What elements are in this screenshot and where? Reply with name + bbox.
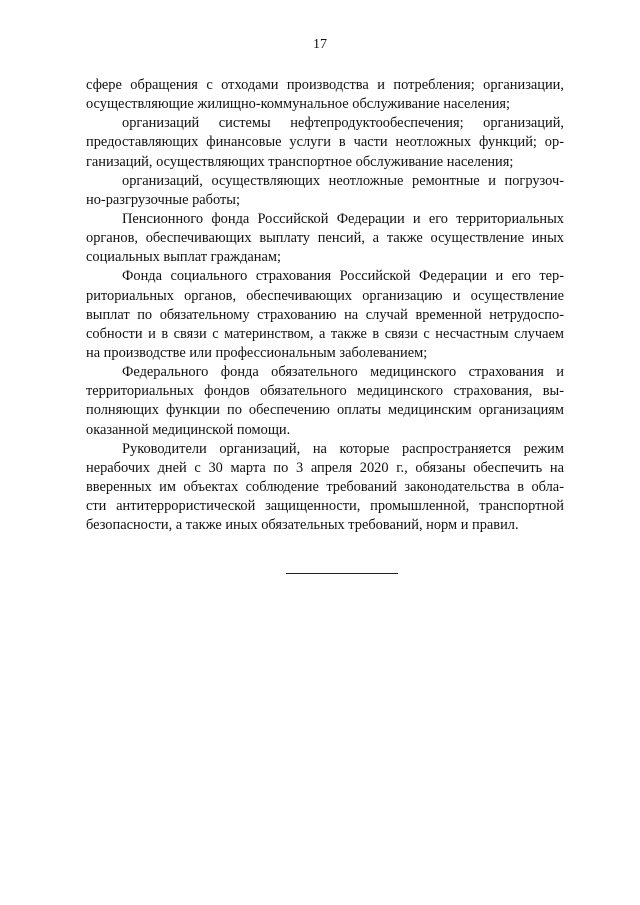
text-line: осуществляющие жилищно-коммунальное обслуживание населения; bbox=[86, 96, 511, 113]
text-line: организаций, осуществляющих неотложные ремонтные и погрузоч- bbox=[122, 172, 564, 189]
text-line: Федерального фонда обязательного медицинского страхования и bbox=[122, 364, 564, 381]
text-line: на производстве или профессиональным заболеванием; bbox=[86, 344, 428, 361]
text-line: риториальных органов, обеспечивающих организацию и осуществление bbox=[86, 287, 564, 304]
text-line: собности и в связи с материнством, а также в связи с несчастным случаем bbox=[86, 325, 564, 342]
text-line: выплат по обязательному страхованию на случай временной нетрудоспо- bbox=[86, 306, 564, 323]
text-line: Пенсионного фонда Российской Федерации и его территориальных bbox=[122, 210, 564, 227]
text-line: сфере обращения с отходами производства и потребления; организации, bbox=[86, 77, 564, 93]
end-separator-line bbox=[286, 573, 398, 574]
text-line: Фонда социального страхования Российской Федерации и его тер- bbox=[122, 268, 564, 285]
text-line: полняющих функции по обеспечению оплаты медицинским организациям bbox=[86, 402, 564, 419]
text-line: предоставляющих финансовые услуги в части неотложных функций; ор- bbox=[86, 134, 564, 151]
text-line: организаций системы нефтепродуктообеспечения; организаций, bbox=[122, 115, 564, 132]
text-line: территориальных фондов обязательного медицинского страхования, вы- bbox=[86, 383, 564, 400]
text-line: Руководители организаций, на которые распространяется режим bbox=[122, 440, 564, 457]
text-line: оказанной медицинской помощи. bbox=[86, 421, 291, 438]
text-line: но-разгрузочные работы; bbox=[86, 191, 240, 208]
text-line: социальных выплат гражданам; bbox=[86, 249, 281, 266]
text-line: нерабочих дней с 30 марта по 3 апреля 2020 г., обязаны обеспечить на bbox=[86, 459, 564, 476]
text-line: вверенных им объектах соблюдение требований законодательства в обла- bbox=[86, 478, 564, 495]
text-line: сти антитеррористической защищенности, промышленной, транспортной bbox=[86, 498, 564, 515]
document-body bbox=[86, 76, 564, 535]
page-number: 17 bbox=[313, 37, 327, 52]
text-line: органов, обеспечивающих выплату пенсий, а также осуществление иных bbox=[86, 230, 564, 247]
text-line: безопасности, а также иных обязательных требований, норм и правил. bbox=[86, 517, 519, 534]
text-line: ганизаций, осуществляющих транспортное обслуживание населения; bbox=[86, 153, 514, 170]
